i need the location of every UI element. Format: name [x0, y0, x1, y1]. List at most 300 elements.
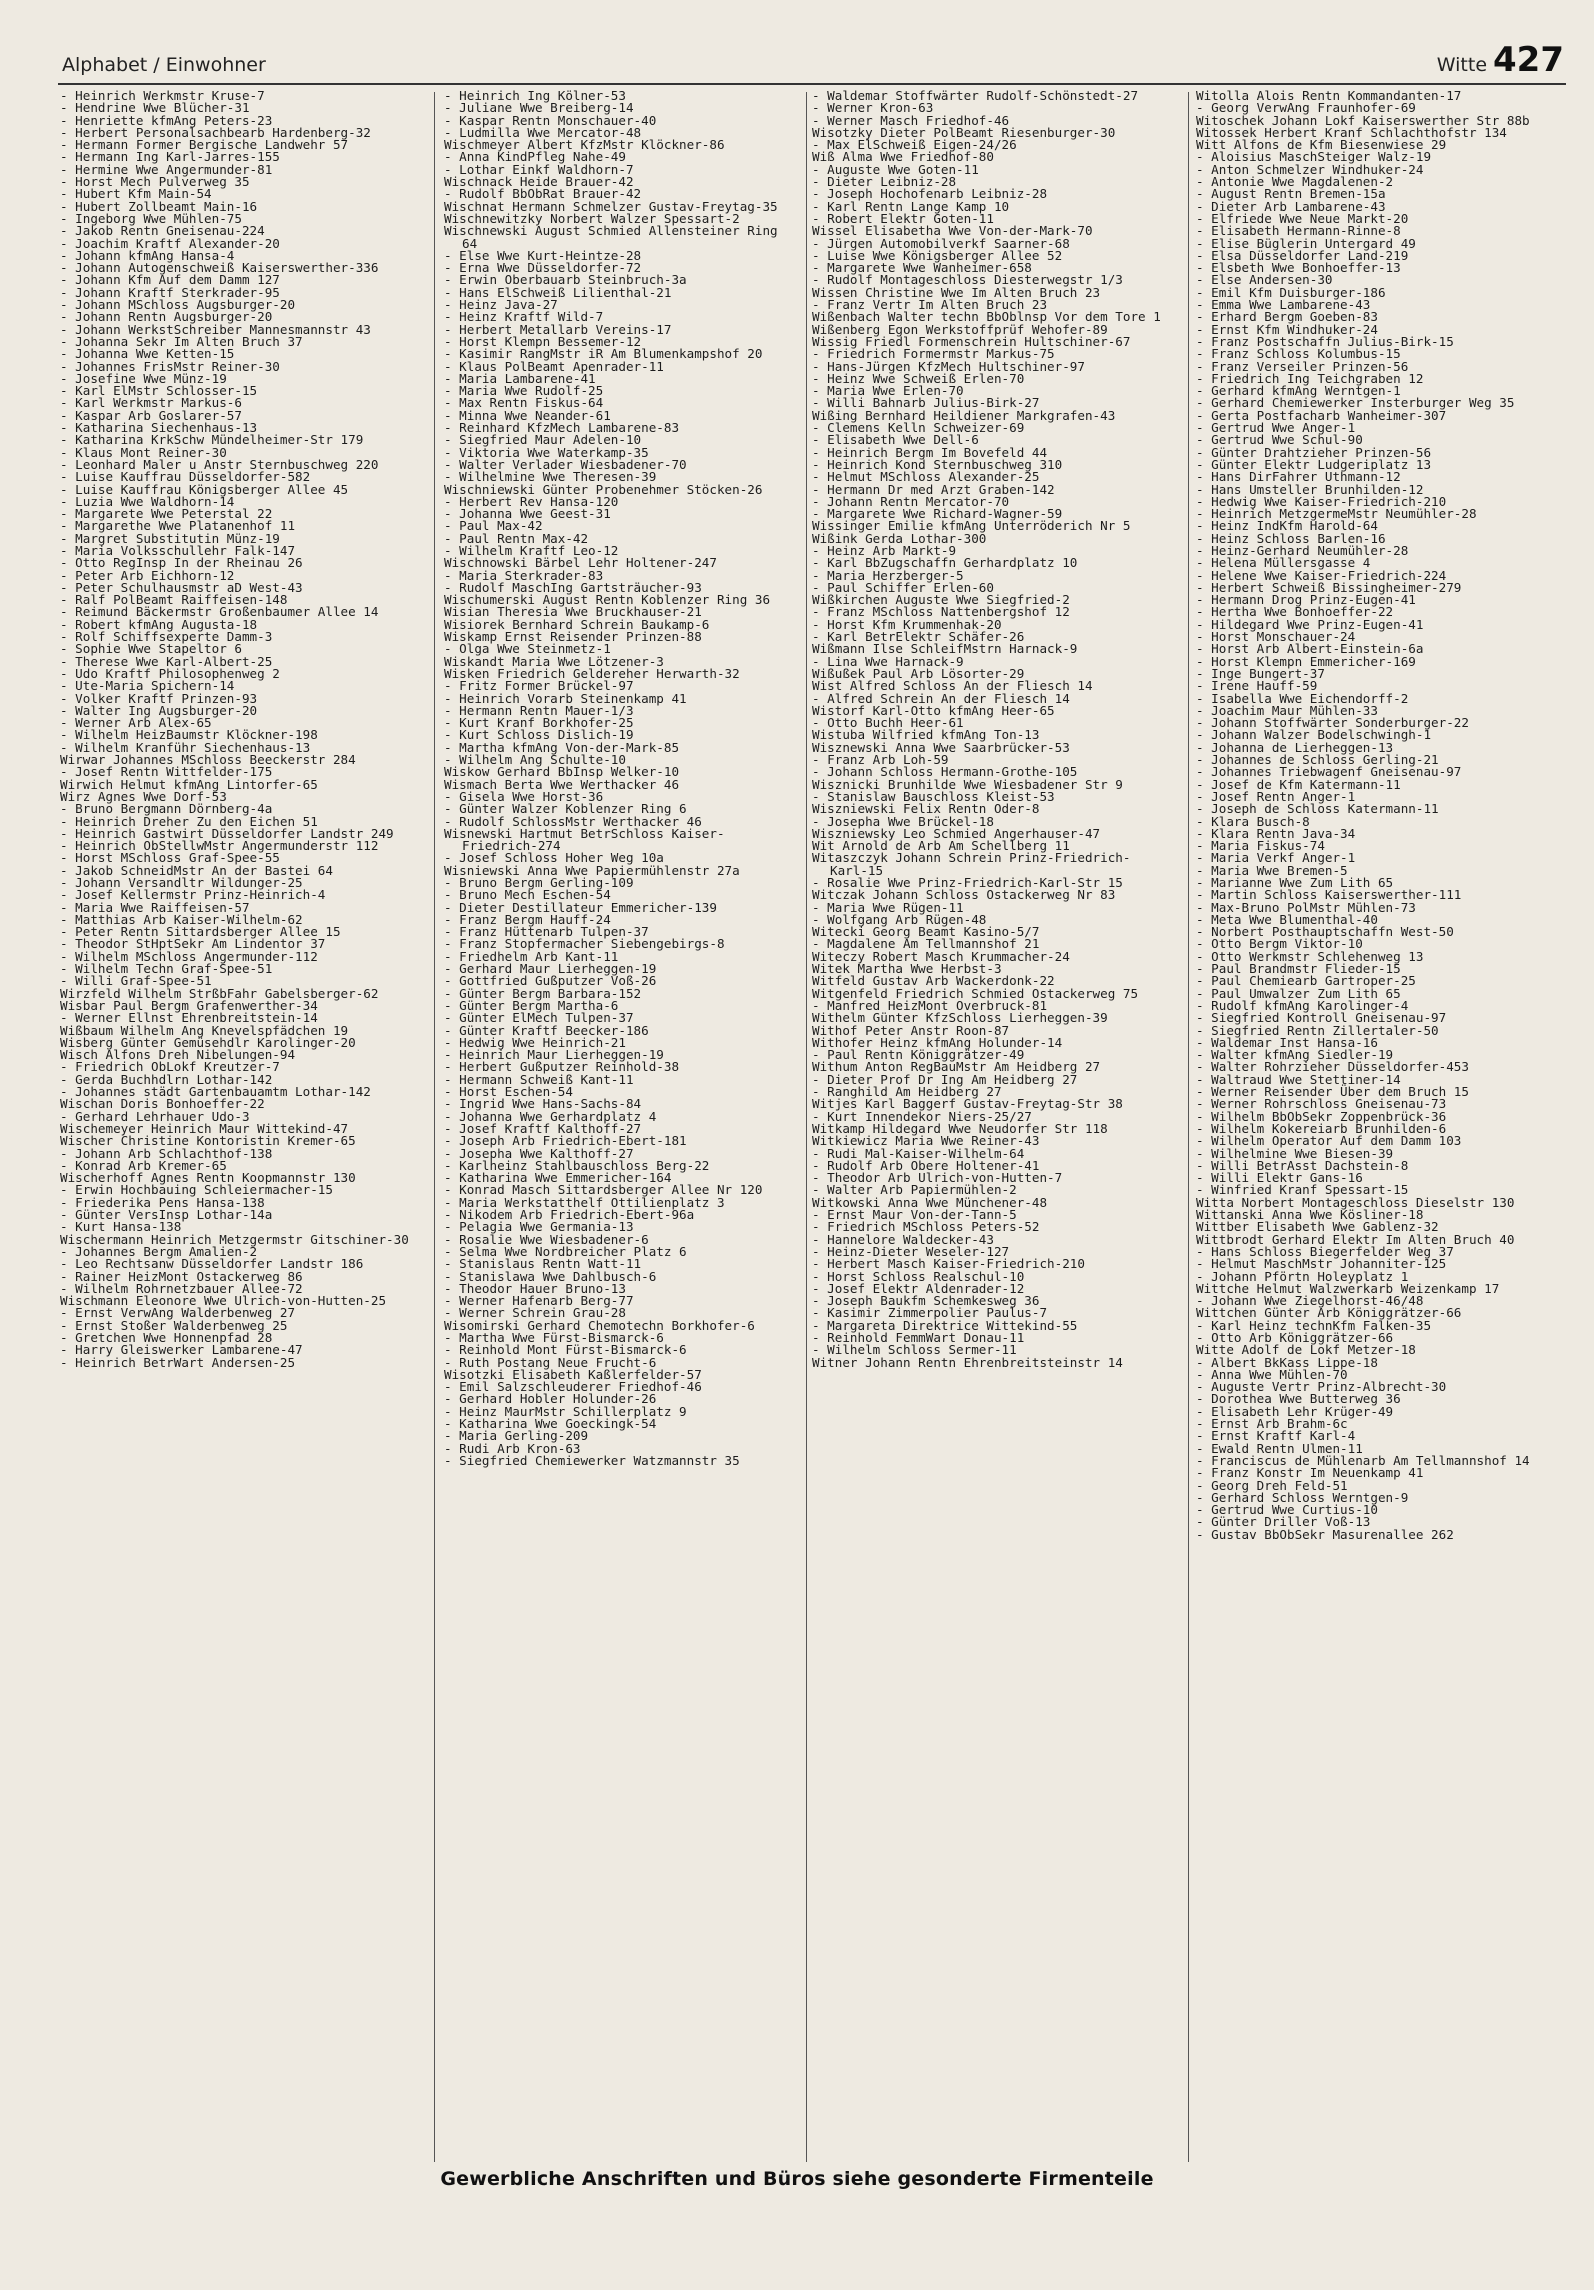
directory-entry: - Werner Rohrschloss Gneisenau-73	[1196, 1096, 1447, 1112]
directory-entry: Wisotzky Dieter PolBeamt Riesenburger-30	[812, 124, 1116, 140]
directory-entry: - Margareta Direktrice Wittekind-55	[812, 1317, 1078, 1333]
directory-entry: Wittber Elisabeth Wwe Gablenz-32	[1196, 1219, 1439, 1235]
directory-entry: - Klara Rentn Java-34	[1196, 825, 1356, 841]
directory-entry: - Hermine Wwe Angermunder-81	[60, 161, 273, 177]
directory-entry: - Johann MSchloss Augsburger-20	[60, 297, 296, 313]
directory-entry: - Franz MSchloss Nattenbergshof 12	[812, 604, 1070, 620]
directory-entry: - Walter Ing Augsburger-20	[60, 702, 258, 718]
directory-entry: - Clemens Kelln Schweizer-69	[812, 420, 1025, 436]
directory-entry: - Gertrud Wwe Anger-1	[1196, 420, 1356, 436]
directory-entry: Witgenfeld Friedrich Schmied Ostackerweg 75	[812, 985, 1139, 1001]
directory-entry: - Ingrid Wwe Hans-Sachs-84	[444, 1096, 642, 1112]
footer-note: Gewerbliche Anschriften und Büros siehe gesonderte Firmenteile	[440, 2168, 1154, 2190]
directory-entry: - Hans Schloss Biegerfelder Weg 37	[1196, 1243, 1454, 1259]
directory-entry: - Joseph Hochofenarb Leibniz-28	[812, 186, 1048, 202]
directory-entry: - Luzia Wwe Waldhorn-14	[60, 493, 235, 509]
directory-entry: - Gerda Buchhdlrn Lothar-142	[60, 1071, 273, 1087]
directory-entry: Witner Johann Rentn Ehrenbreitsteinstr 14	[812, 1354, 1123, 1370]
directory-entry: - Hedwig Wwe Kaiser-Friedrich-210	[1196, 493, 1447, 509]
directory-entry: - Margarete Wwe Richard-Wagner-59	[812, 506, 1063, 522]
directory-entry: Witaszczyk Johann Schrein Prinz-Friedrich-Karl-15	[812, 850, 1131, 878]
directory-entry: - Otto Arb Königgrätzer-66	[1196, 1329, 1394, 1345]
directory-entry: - Günter Walzer Koblenzer Ring 6	[444, 801, 687, 817]
directory-entry: - Maria Fiskus-74	[1196, 838, 1325, 854]
directory-entry: - Heinrich Bergm Im Bovefeld 44	[812, 444, 1048, 460]
directory-entry: Wißenbach Walter techn BbOblnsp Vor dem Tore 1	[812, 309, 1161, 325]
header-rule	[58, 83, 1566, 85]
directory-entry: - Horst Arb Albert-Einstein-6a	[1196, 641, 1424, 657]
directory-entry: - Irene Hauff-59	[1196, 678, 1318, 694]
directory-entry: - Ludmilla Wwe Mercator-48	[444, 124, 642, 140]
directory-entry: - Robert Elektr Goten-11	[812, 210, 994, 226]
directory-entry: - Willi Elektr Gans-16	[1196, 1170, 1363, 1186]
directory-entry: - Norbert Posthauptschaffn West-50	[1196, 924, 1454, 940]
directory-entry: - Stanislawa Wwe Dahlbusch-6	[444, 1268, 657, 1284]
directory-entry: - Erna Wwe Düsseldorfer-72	[444, 260, 642, 276]
directory-entry: Witecki Georg Beamt Kasino-5/7	[812, 924, 1040, 940]
directory-entry: Witte Adolf de Lokf Metzer-18	[1196, 1342, 1416, 1358]
directory-entry: - Ranghild Am Heidberg 27	[812, 1084, 1002, 1100]
directory-entry: - Rudolf MaschIng Gartsträucher-93	[444, 579, 702, 595]
directory-entry: - Karl Rentn Lange Kamp 10	[812, 198, 1010, 214]
directory-entry: - Karl Werkmstr Markus-6	[60, 395, 242, 411]
column-4	[1196, 90, 1562, 2163]
directory-entry: - Friedrich Ing Teichgraben 12	[1196, 370, 1424, 386]
directory-entry: Wischer Christine Kontoristin Kremer-65	[60, 1133, 356, 1149]
directory-entry: - Joachim Maur Mühlen-33	[1196, 702, 1378, 718]
directory-entry: - Georg VerwAng Fraunhofer-69	[1196, 100, 1416, 116]
directory-entry: Wissen Christine Wwe Im Alten Bruch 23	[812, 284, 1101, 300]
directory-entry: Wisznicki Brunhilde Wwe Wiesbadener Str 9	[812, 776, 1123, 792]
directory-entry: Wissig Friedl Formenschrein Hultschiner-67	[812, 333, 1131, 349]
directory-entry: - Volker Kraftf Prinzen-93	[60, 690, 258, 706]
directory-entry: - Wilhelm Schloss Sermer-11	[812, 1342, 1017, 1358]
directory-entry: - Dieter Arb Lambarene-43	[1196, 198, 1386, 214]
directory-entry: - Joseph Arb Friedrich-Ebert-181	[444, 1133, 687, 1149]
directory-entry: - Hans ElSchweiß Lilienthal-21	[444, 284, 672, 300]
directory-entry: - Margarete Wwe Wanheimer-658	[812, 260, 1032, 276]
directory-entry: - Wilhelm MSchloss Angermunder-112	[60, 948, 318, 964]
directory-entry: - Werner Masch Friedhof-46	[812, 112, 1010, 128]
directory-entry: - Jakob Rentn Gneisenau-224	[60, 223, 265, 239]
directory-entry: Wischermann Heinrich Metzgermstr Gitschiner-30	[60, 1231, 409, 1247]
directory-entry: - Helena Müllersgasse 4	[1196, 555, 1371, 571]
directory-entry: - Waldemar Inst Hansa-16	[1196, 1034, 1378, 1050]
directory-entry: - Johann Kfm Auf dem Damm 127	[60, 272, 280, 288]
column-3	[812, 90, 1168, 2163]
directory-entry: - Josef de Kfm Katermann-11	[1196, 776, 1401, 792]
directory-entry: - Maria Sterkrader-83	[444, 567, 604, 583]
directory-entry: - Heinrich MetzgermeMstr Neumühler-28	[1196, 506, 1477, 522]
directory-entry: - Josepha Wwe Kalthoff-27	[444, 1145, 634, 1161]
directory-entry: - Otto Werkmstr Schlehenweg 13	[1196, 948, 1424, 964]
directory-entry: - Johann Arb Schlachthof-138	[60, 1145, 273, 1161]
directory-entry: - Johannes Bergm Amalien-2	[60, 1243, 258, 1259]
directory-entry: - Wilhelm Kranführ Siechenhaus-13	[60, 739, 311, 755]
directory-entry: Wistuba Wilfried kfmAng Ton-13	[812, 727, 1040, 743]
directory-entry: - Joseph de Schloss Katermann-11	[1196, 801, 1439, 817]
directory-entry: - Günter Kraftf Beecker-186	[444, 1022, 649, 1038]
directory-entry: - Maria Lambarene-41	[444, 370, 596, 386]
column-divider	[434, 92, 435, 2162]
directory-entry: Wirwich Helmut kfmAng Lintorfer-65	[60, 776, 318, 792]
column-divider	[806, 92, 807, 2162]
directory-entry: - Dieter Prof Dr Ing Am Heidberg 27	[812, 1071, 1078, 1087]
directory-entry: - Bruno Bergm Gerling-109	[444, 875, 634, 890]
directory-entry: Wisberg Günter Gemüsehdlr Karolinger-20	[60, 1034, 356, 1050]
directory-entry: - Willi BetrAsst Dachstein-8	[1196, 1157, 1409, 1173]
directory-entry: - Juliane Wwe Breiberg-14	[444, 100, 634, 116]
directory-entry: - Hans-Jürgen KfzMech Hultschiner-97	[812, 358, 1085, 374]
directory-entry: Wirz Agnes Wwe Dorf-53	[60, 788, 227, 804]
directory-entry: - Robert kfmAng Augusta-18	[60, 616, 258, 632]
directory-entry: - Anna Wwe Mühlen-70	[1196, 1366, 1348, 1382]
directory-entry: - Herbert Metallarb Vereins-17	[444, 321, 672, 337]
directory-entry: - Hendrine Wwe Blücher-31	[60, 100, 250, 116]
directory-entry: - Johannes städt Gartenbauamtm Lothar-142	[60, 1084, 371, 1100]
directory-entry: - Heinrich Vorarb Steinenkamp 41	[444, 690, 687, 706]
directory-entry: - Ralf PolBeamt Raiffeisen-148	[60, 592, 288, 608]
directory-entry: - Theodor StHptSekr Am Lindentor 37	[60, 936, 326, 952]
directory-entry: Wismach Berta Wwe Werthacker 46	[444, 776, 680, 792]
directory-entry: - Walter Verlader Wiesbadener-70	[444, 456, 687, 472]
column-2	[444, 90, 800, 2163]
directory-entry: - Winfried Kranf Spessart-15	[1196, 1182, 1409, 1198]
directory-entry: Wisznewski Anna Wwe Saarbrücker-53	[812, 739, 1070, 755]
directory-entry: - Gerhard Schloss Werntgen-9	[1196, 1489, 1409, 1505]
directory-entry: - Peter Schulhausmstr aD West-43	[60, 579, 303, 595]
directory-entry: - Elisabeth Hermann-Rinne-8	[1196, 223, 1401, 239]
directory-entry: - Willi Bahnarb Julius-Birk-27	[812, 395, 1040, 411]
directory-entry: Wißkirchen Auguste Wwe Siegfried-2	[812, 592, 1070, 608]
directory-entry: - Theodor Arb Ulrich-von-Hutten-7	[812, 1170, 1063, 1186]
directory-entry: - Johann Kraftf Sterkrader-95	[60, 284, 280, 300]
directory-entry: - Karl BetrElektr Schäfer-26	[812, 629, 1025, 645]
directory-entry: Wisnewski Hartmut BetrSchloss Kaiser-Friedrich-274	[444, 825, 725, 854]
directory-entry: - Heinrich ObStellwMstr Angermunderstr 112	[60, 838, 379, 854]
directory-entry: - Ernst Kfm Windhuker-24	[1196, 321, 1378, 337]
directory-entry: - Horst Klempn Bessemer-12	[444, 333, 642, 349]
section-title: Alphabet / Einwohner	[62, 54, 266, 76]
directory-entry: Withofer Heinz kfmAng Holunder-14	[812, 1034, 1063, 1050]
directory-entry: - Horst Eschen-54	[444, 1084, 573, 1100]
directory-entry: - Walter kfmAng Siedler-19	[1196, 1047, 1394, 1063]
directory-entry: - Maria Herzberger-5	[812, 567, 964, 583]
directory-entry: - Kurt Innendekor Niers-25/27	[812, 1108, 1032, 1124]
directory-entry: - Elsbeth Wwe Bonhoeffer-13	[1196, 260, 1401, 276]
directory-entry: Wiskandt Maria Wwe Lötzener-3	[444, 653, 664, 669]
directory-entry: - Hildegard Wwe Prinz-Eugen-41	[1196, 616, 1424, 632]
directory-entry: Wisch Alfons Dreh Nibelungen-94	[60, 1047, 296, 1063]
directory-entry: - Paul Rentn Max-42	[444, 530, 589, 546]
directory-entry: - Nikodem Arb Friedrich-Ebert-96a	[444, 1207, 695, 1223]
directory-entry: - Reinhold FemmWart Donau-11	[812, 1329, 1025, 1345]
directory-entry: Wirwar Johannes MSchloss Beeckerstr 284	[60, 752, 356, 768]
directory-entry: Wischerhoff Agnes Rentn Koopmannstr 130	[60, 1170, 356, 1186]
directory-entry: - Jakob SchneidMstr An der Bastei 64	[60, 862, 333, 878]
directory-entry: - Walter Arb Papiermühlen-2	[812, 1182, 1017, 1198]
directory-entry: Wißbaum Wilhelm Ang Knevelspfädchen 19	[60, 1022, 349, 1038]
directory-entry: - Hermann Drog Prinz-Eugen-41	[1196, 592, 1416, 608]
directory-entry: - Reimund Bäckermstr Großenbaumer Allee 14	[60, 604, 379, 620]
directory-entry: - Fritz Former Brückel-97	[444, 678, 634, 694]
directory-entry: - Gertrud Wwe Schul-90	[1196, 432, 1363, 448]
directory-entry: - Bruno Mech Eschen-54	[444, 887, 611, 903]
directory-entry: - Ernst Kraftf Karl-4	[1196, 1428, 1356, 1444]
directory-entry: - Minna Wwe Neander-61	[444, 407, 611, 423]
directory-entry: - Dieter Leibniz-28	[812, 174, 957, 190]
directory-entry: - Erwin Hochbauing Schleiermacher-15	[60, 1182, 333, 1198]
directory-entry: Wißenberg Egon Werkstoffprüf Wehofer-89	[812, 321, 1108, 337]
directory-entry: Wisken Friedrich Geldereher Herwarth-32	[444, 665, 740, 681]
directory-entry: Wischnat Hermann Schmelzer Gustav-Freytag-35	[444, 198, 778, 214]
directory-entry: - Heinz Schloss Barlen-16	[1196, 530, 1386, 546]
directory-entry: - Günter Bergm Martha-6	[444, 997, 619, 1013]
directory-entry: - Rudolf Arb Obere Holtener-41	[812, 1157, 1040, 1173]
directory-entry: Witjes Karl Baggerf Gustav-Freytag-Str 38	[812, 1096, 1123, 1112]
directory-entry: - Heinrich Ing Kölner-53	[444, 90, 626, 103]
directory-entry: - Gerhard Maur Lierheggen-19	[444, 961, 657, 977]
directory-entry: - Friederika Pens Hansa-138	[60, 1194, 265, 1210]
directory-entry: - Ernst Arb Brahm-6c	[1196, 1416, 1348, 1432]
directory-entry: - Rosalie Wwe Prinz-Friedrich-Karl-Str 15	[812, 875, 1123, 890]
directory-entry: - Franz Schloss Kolumbus-15	[1196, 346, 1401, 362]
directory-entry: - Ernst Maur Von-der-Tann-5	[812, 1207, 1017, 1223]
directory-entry: - Helmut MSchloss Alexander-25	[812, 469, 1040, 485]
directory-entry: - Wilhelm Techn Graf-Spee-51	[60, 961, 273, 977]
directory-entry: - Elisabeth Wwe Dell-6	[812, 432, 979, 448]
directory-entry: - Maria Wwe Rudolf-25	[444, 383, 604, 399]
directory-entry: Withelm Günter KfzSchloss Lierheggen-39	[812, 1010, 1108, 1026]
directory-entry: Wischnack Heide Brauer-42	[444, 174, 634, 190]
directory-entry: - Luise Wwe Königsberger Allee 52	[812, 247, 1063, 263]
directory-entry: - Rudolf BbObRat Brauer-42	[444, 186, 642, 202]
directory-entry: - Franciscus de Mühlenarb Am Tellmannshof 14	[1196, 1452, 1530, 1468]
directory-entry: - Margarete Wwe Peterstal 22	[60, 506, 273, 522]
directory-entry: - Johanna Wwe Geest-31	[444, 506, 611, 522]
directory-entry: Wissinger Emilie kfmAng Unterröderich Nr 5	[812, 518, 1131, 534]
directory-entry: - Hannelore Waldecker-43	[812, 1231, 994, 1247]
directory-entry: - Dieter Destillateur Emmericher-139	[444, 899, 717, 915]
directory-entry: - Heinz MaurMstr Schillerplatz 9	[444, 1403, 687, 1419]
directory-entry: - Johann Rentn Mercator-70	[812, 493, 1010, 509]
directory-entry: - Else Andersen-30	[1196, 272, 1333, 288]
directory-entry: - Max Rentn Fiskus-64	[444, 395, 604, 411]
directory-entry: - Josef Kraftf Kalthoff-27	[444, 1120, 642, 1136]
directory-entry: - Heinz Arb Markt-9	[812, 542, 957, 558]
directory-entry: - Margarethe Wwe Platanenhof 11	[60, 518, 296, 534]
directory-entry: - Horst Mech Pulverweg 35	[60, 174, 250, 190]
directory-entry: - Jürgen Automobilverkf Saarner-68	[812, 235, 1070, 251]
directory-entry: - Gustav BbObSekr Masurenallee 262	[1196, 1526, 1454, 1542]
directory-entry: Wisiorek Bernhard Schrein Baukamp-6	[444, 616, 710, 632]
directory-entry: - Wilhelm Ang Schulte-10	[444, 752, 626, 768]
directory-entry: - Karlheinz Stahlbauschloss Berg-22	[444, 1157, 710, 1173]
directory-entry: - Helene Wwe Kaiser-Friedrich-224	[1196, 567, 1447, 583]
directory-entry: Wischniewski Günter Probenehmer Stöcken-26	[444, 481, 763, 497]
directory-entry: - Günter Drahtzieher Prinzen-56	[1196, 444, 1432, 460]
directory-entry: - Ute-Maria Spichern-14	[60, 678, 235, 694]
directory-entry: - Heinz IndKfm Harold-64	[1196, 518, 1378, 534]
directory-entry: - Horst Klempn Emmericher-169	[1196, 653, 1416, 669]
directory-entry: - Elfriede Wwe Neue Markt-20	[1196, 210, 1409, 226]
page-header	[58, 40, 1564, 80]
directory-entry: - Erhard Bergm Goeben-83	[1196, 309, 1378, 325]
directory-entry: - Wilhelm Kraftf Leo-12	[444, 542, 619, 558]
directory-entry: - Henriette kfmAng Peters-23	[60, 112, 273, 128]
directory-entry: - Maria Wwe Rügen-11	[812, 899, 964, 915]
directory-entry: - Emma Wwe Lambarene-43	[1196, 297, 1371, 313]
directory-entry: - Rudolf Montageschloss Diesterwegstr 1/3	[812, 272, 1123, 288]
directory-entry: - Gerhard Chemiewerker Insterburger Weg 35	[1196, 395, 1515, 411]
directory-entry: - Luise Kauffrau Königsberger Allee 45	[60, 481, 349, 497]
directory-entry: - Josef Schloss Hoher Weg 10a	[444, 850, 664, 866]
directory-entry: - Ingeborg Wwe Mühlen-75	[60, 210, 242, 226]
directory-entry: - Johannes de Schloss Gerling-21	[1196, 752, 1439, 768]
directory-entry: - Rudolf SchlossMstr Werthacker 46	[444, 813, 702, 829]
directory-entry: - Georg Dreh Feld-51	[1196, 1477, 1348, 1493]
directory-entry: - Wilhelmine Wwe Biesen-39	[1196, 1145, 1394, 1161]
directory-entry: - Inge Bungert-37	[1196, 665, 1325, 681]
directory-entry: - Friedrich MSchloss Peters-52	[812, 1219, 1040, 1235]
directory-entry: - Horst Schloss Realschul-10	[812, 1268, 1025, 1284]
directory-entry: - Hedwig Wwe Heinrich-21	[444, 1034, 626, 1050]
directory-entry: - Johann Stoffwärter Sonderburger-22	[1196, 715, 1469, 731]
directory-entry: - Franz Postschaffn Julius-Birk-15	[1196, 333, 1454, 349]
directory-entry: - Konrad Arb Kremer-65	[60, 1157, 227, 1173]
directory-entry: - Harry Gleiswerker Lambarene-47	[60, 1342, 303, 1358]
directory-entry: - Heinrich Maur Lierheggen-19	[444, 1047, 664, 1063]
directory-entry: - Herbert Gußputzer Reinhold-38	[444, 1059, 680, 1075]
directory-entry: - Günter Bergm Barbara-152	[444, 985, 642, 1001]
directory-entry: - Franz Vertr Im Alten Bruch 23	[812, 297, 1048, 313]
directory-entry: - Siegfried Rentn Zillertaler-50	[1196, 1022, 1439, 1038]
directory-entry: - Heinz-Dieter Weseler-127	[812, 1243, 1010, 1259]
directory-entry: - Kasimir Zimmerpolier Paulus-7	[812, 1305, 1048, 1321]
directory-entry: - Lina Wwe Harnack-9	[812, 653, 964, 669]
directory-entry: - Erwin Oberbauarb Steinbruch-3a	[444, 272, 687, 288]
directory-entry: - Maria Wwe Bremen-5	[1196, 862, 1348, 878]
directory-entry: - Joseph Baukfm Schemkesweg 36	[812, 1293, 1040, 1309]
directory-entry: Withof Peter Anstr Roon-87	[812, 1022, 1010, 1038]
directory-entry: - Werner Kron-63	[812, 100, 934, 116]
directory-entry: - Katharina Wwe Goeckingk-54	[444, 1416, 657, 1432]
directory-entry: - Maria Gerling-209	[444, 1428, 589, 1444]
directory-entry: Wittche Helmut Walzwerkarb Weizenkamp 17	[1196, 1280, 1500, 1296]
directory-entry: - Johanna Wwe Gerhardplatz 4	[444, 1108, 657, 1124]
directory-entry: - Johann Walzer Bodelschwingh-1	[1196, 727, 1432, 743]
directory-entry: - Johanna Wwe Ketten-15	[60, 346, 235, 362]
directory-entry: - Otto RegInsp In der Rheinau 26	[60, 555, 303, 571]
directory-entry: - Johann Autogenschweiß Kaiserswerther-336	[60, 260, 379, 276]
directory-entry: - Maria Volksschullehr Falk-147	[60, 542, 296, 558]
directory-entry: Wisotzki Elisabeth Kaßlerfelder-57	[444, 1366, 702, 1382]
directory-entry: - Anton Schmelzer Windhuker-24	[1196, 161, 1424, 177]
directory-entry: - Heinz Kraftf Wild-7	[444, 309, 604, 325]
directory-entry: - Bruno Bergmann Dörnberg-4a	[60, 801, 273, 817]
directory-entry: - Wilhelm Operator Auf dem Damm 103	[1196, 1133, 1462, 1149]
directory-entry: - Johann Rentn Augsburger-20	[60, 309, 273, 325]
directory-entry: - Magdalene Am Tellmannshof 21	[812, 936, 1040, 952]
directory-entry: - Auguste Wwe Goten-11	[812, 161, 979, 177]
directory-entry: Witfeld Gustav Arb Wackerdonk-22	[812, 973, 1055, 989]
directory-entry: - Werner Schrein Grau-28	[444, 1305, 626, 1321]
directory-entry: - Aloisius MaschSteiger Walz-19	[1196, 149, 1432, 165]
directory-entry: - Heinz Java-27	[444, 297, 558, 313]
directory-entry: Witt Alfons de Kfm Biesenwiese 29	[1196, 137, 1447, 153]
directory-entry: - Maria Verkf Anger-1	[1196, 850, 1356, 866]
directory-entry: - Johann kfmAng Hansa-4	[60, 247, 235, 263]
directory-entry: Wisniewski Anna Wwe Papiermühlenstr 27a	[444, 862, 740, 878]
directory-entry: Witta Norbert Montageschloss Dieselstr 130	[1196, 1194, 1515, 1210]
directory-entry: - Gertrud Wwe Curtius-10	[1196, 1502, 1378, 1518]
directory-entry: - Albert BkKass Lippe-18	[1196, 1354, 1378, 1370]
directory-entry: - Anna KindPfleg Nahe-49	[444, 149, 626, 165]
directory-entry: - Franz Konstr Im Neuenkamp 41	[1196, 1465, 1424, 1481]
directory-entry: Witeczy Robert Masch Krummacher-24	[812, 948, 1070, 964]
directory-entry: - Gottfried Gußputzer Voß-26	[444, 973, 657, 989]
directory-entry: Witolla Alois Rentn Kommandanten-17	[1196, 90, 1462, 103]
directory-entry: - Wilhelm Kokereiarb Brunhilden-6	[1196, 1120, 1447, 1136]
directory-entry: - Stanislaus Rentn Watt-11	[444, 1256, 642, 1272]
directory-entry: - Elise Büglerin Untergard 49	[1196, 235, 1416, 251]
directory-entry: - Günter ElMech Tulpen-37	[444, 1010, 634, 1026]
directory-entry: - Wilhelm HeizBaumstr Klöckner-198	[60, 727, 318, 743]
directory-entry: Wiskow Gerhard BbInsp Welker-10	[444, 764, 680, 780]
directory-entry: - Friedhelm Arb Kant-11	[444, 948, 619, 964]
directory-entry: - Theodor Hauer Bruno-13	[444, 1280, 626, 1296]
directory-entry: - Elisabeth Lehr Krüger-49	[1196, 1403, 1394, 1419]
directory-entry: Wischnewski August Schmied Allensteiner Ring 64	[444, 223, 778, 251]
directory-entry: - Pelagia Wwe Germania-13	[444, 1219, 634, 1235]
directory-entry: - Heinrich Werkmstr Kruse-7	[60, 90, 265, 103]
directory-entry: - Karl ElMstr Schlosser-15	[60, 383, 258, 399]
directory-entry: - Paul Umwalzer Zum Lith 65	[1196, 985, 1401, 1001]
directory-entry: - Else Wwe Kurt-Heintze-28	[444, 247, 642, 263]
directory-entry: - Franz Hüttenarb Tulpen-37	[444, 924, 649, 940]
directory-entry: Wischan Doris Bonhoeffer-22	[60, 1096, 265, 1112]
directory-entry: - Matthias Arb Kaiser-Wilhelm-62	[60, 911, 303, 927]
directory-entry: - Gretchen Wwe Honnenpfad 28	[60, 1329, 273, 1345]
directory-entry: Wirzfeld Wilhelm StrßbFahr Gabelsberger-62	[60, 985, 379, 1001]
directory-entry: - Otto Buchh Heer-61	[812, 715, 964, 731]
directory-entry: - Josepha Wwe Brückel-18	[812, 813, 994, 829]
directory-entry: - Lothar Einkf Waldhorn-7	[444, 161, 634, 177]
directory-entry: - Werner Arb Alex-65	[60, 715, 212, 731]
directory-entry: - Emil Salzschleuderer Friedhof-46	[444, 1379, 702, 1395]
directory-entry: Wißmann Ilse SchleifMstrn Harnack-9	[812, 641, 1078, 657]
directory-entry: - Rudi Mal-Kaiser-Wilhelm-64	[812, 1145, 1025, 1161]
directory-entry: - Heinz-Gerhard Neumühler-28	[1196, 542, 1409, 558]
directory-entry: - Manfred HeizMont Overbruck-81	[812, 997, 1048, 1013]
directory-entry: - Meta Wwe Blumenthal-40	[1196, 911, 1378, 927]
directory-entry: - Peter Arb Eichhorn-12	[60, 567, 235, 583]
directory-entry: - Antonie Wwe Magdalenen-2	[1196, 174, 1394, 190]
directory-entry: Wischemeyer Heinrich Maur Wittekind-47	[60, 1120, 349, 1136]
directory-entry: - Kaspar Rentn Monschauer-40	[444, 112, 657, 128]
directory-entry: - Hertha Wwe Bonhoeffer-22	[1196, 604, 1394, 620]
directory-entry: - Hermann Former Bergische Landwehr 57	[60, 137, 349, 153]
directory-entry: Wissel Elisabetha Wwe Von-der-Mark-70	[812, 223, 1093, 239]
directory-entry: - Rudi Arb Kron-63	[444, 1440, 581, 1456]
directory-entry: - Martin Schloss Kaiserswerther-111	[1196, 887, 1462, 903]
directory-entry: - Klaus PolBeamt Apenrader-11	[444, 358, 664, 374]
directory-entry: - Waldemar Stoffwärter Rudolf-Schönstedt-27	[812, 90, 1139, 103]
directory-entry: - Johannes Triebwagenf Gneisenau-97	[1196, 764, 1462, 780]
directory-entry: - Martha kfmAng Von-der-Mark-85	[444, 739, 680, 755]
directory-entry: - Klara Busch-8	[1196, 813, 1310, 829]
directory-entry: - Maria Werkstatthelf Ottilienplatz 3	[444, 1194, 725, 1210]
